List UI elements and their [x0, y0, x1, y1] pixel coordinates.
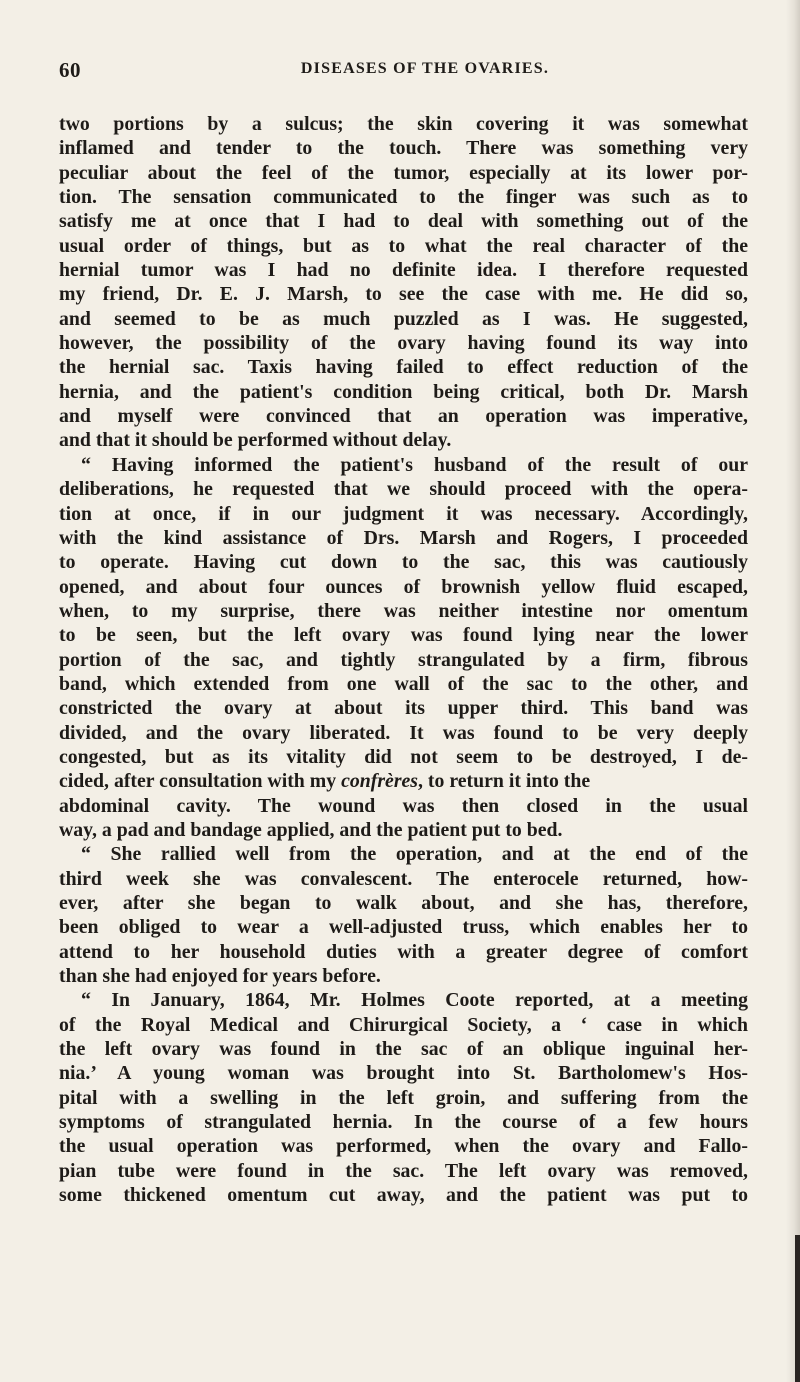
text-line: congested, but as its vitality did not seem to be destroyed, I de-	[59, 745, 748, 768]
text-line: “ In January, 1864, Mr. Holmes Coote reported, at a meeting	[81, 989, 748, 1012]
text-line: band, which extended from one wall of the sac to the other, and	[59, 672, 748, 695]
text-line: of the Royal Medical and Chirurgical Society, a ‘ case in which	[59, 1013, 748, 1036]
text-line: tion. The sensation communicated to the finger was such as to	[59, 186, 748, 209]
text-line: satisfy me at once that I had to deal with something out of the	[59, 210, 748, 233]
text-line: attend to her household duties with a greater degree of comfort	[59, 940, 748, 963]
text-line: been obliged to wear a well-adjusted truss, which enables her to	[59, 916, 748, 939]
text-line: with the kind assistance of Drs. Marsh and Rogers, I proceeded	[59, 526, 748, 549]
text-line: than she had enjoyed for years before.	[59, 965, 381, 988]
italic-word: confrères	[341, 770, 418, 793]
text-line: symptoms of strangulated hernia. In the course of a few hours	[59, 1111, 748, 1134]
text-line: hernial tumor was I had no definite idea. I therefore requested	[59, 259, 748, 282]
text-line: ever, after she began to walk about, and she has, therefore,	[59, 892, 748, 914]
text-line: my friend, Dr. E. J. Marsh, to see the case with me. He did so,	[59, 283, 748, 306]
text-line: however, the possibility of the ovary having found its way into	[59, 332, 748, 355]
text-line: constricted the ovary at about its upper third. This band was	[59, 697, 748, 720]
body-text	[59, 112, 748, 1207]
text-line: “ She rallied well from the operation, and at the end of the	[81, 843, 748, 866]
text-line: some thickened omentum cut away, and the patient was put to	[59, 1184, 748, 1207]
header-title: DISEASES OF THE OVARIES.	[300, 60, 550, 77]
text-line: the hernial sac. Taxis having failed to effect reduction of the	[59, 356, 748, 379]
page-edge-shadow	[786, 0, 800, 1382]
text-line: and that it should be performed without delay.	[59, 429, 452, 452]
text-line: nia.’ A young woman was brought into St. Bartholomew's Hos-	[59, 1062, 748, 1085]
text-line: hernia, and the patient's condition being critical, both Dr. Marsh	[59, 380, 748, 403]
text-line: inflamed and tender to the touch. There was something very	[59, 137, 748, 160]
text-line: third week she was convalescent. The enterocele returned, how-	[59, 867, 748, 890]
text-line: deliberations, he requested that we should proceed with the opera-	[59, 478, 748, 501]
text-line: and seemed to be as much puzzled as I was. He suggested,	[59, 307, 748, 330]
text-line: the usual operation was performed, when the ovary and Fallo-	[59, 1135, 748, 1158]
page-number: 60	[59, 58, 81, 82]
text-line: tion at once, if in our judgment it was necessary. Accordingly,	[59, 502, 748, 525]
text-line: peculiar about the feel of the tumor, especially at its lower por-	[59, 161, 748, 184]
text-fragment: , to return it into the	[418, 770, 591, 793]
text-line: to operate. Having cut down to the sac, this was cautiously	[59, 551, 748, 574]
text-line: way, a pad and bandage applied, and the patient put to bed.	[59, 818, 563, 841]
text-line: and myself were convinced that an operation was imperative,	[59, 405, 748, 428]
text-line: two portions by a sulcus; the skin covering it was somewhat	[59, 113, 748, 135]
text-fragment: cided, after consultation with my	[59, 770, 337, 793]
text-line: opened, and about four ounces of brownish yellow fluid escaped,	[59, 575, 748, 598]
running-head	[59, 58, 747, 82]
text-line: pian tube were found in the sac. The left ovary was removed,	[59, 1159, 748, 1182]
text-line: to be seen, but the left ovary was found lying near the lower	[59, 624, 748, 647]
text-line: “ Having informed the patient's husband of the result of our	[81, 453, 748, 476]
text-line: pital with a swelling in the left groin, and suffering from the	[59, 1086, 748, 1109]
text-line: usual order of things, but as to what the real character of the	[59, 234, 748, 257]
text-line: portion of the sac, and tightly strangulated by a firm, fibrous	[59, 648, 748, 671]
text-line: when, to my surprise, there was neither intestine nor omentum	[59, 599, 748, 622]
page-edge-mark	[795, 1235, 800, 1382]
text-line: abdominal cavity. The wound was then closed in the usual	[59, 794, 748, 817]
text-line: the left ovary was found in the sac of an oblique inguinal her-	[59, 1038, 748, 1061]
text-line: divided, and the ovary liberated. It was found to be very deeply	[59, 721, 748, 744]
text-line	[59, 769, 748, 793]
